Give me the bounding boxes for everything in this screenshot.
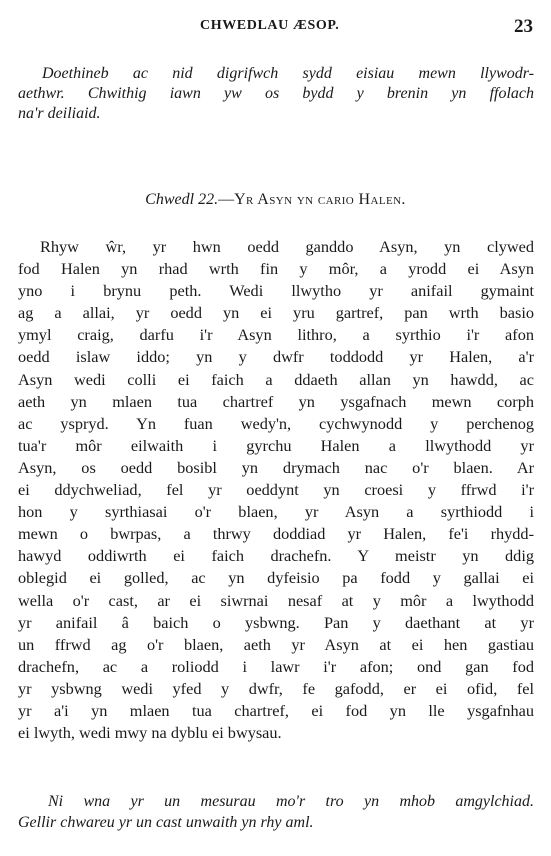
text-line: Gellir chwareu yr un cast unwaith yn rhy aml.	[18, 814, 314, 831]
text-line: aeth yn mlaen tua chartref yn ysgafnach mewn corph	[18, 391, 534, 411]
previous-fable-moral	[18, 64, 534, 124]
text-line: yr a'i yn mlaen tua chartref, ei fod yn lle ysgafnhau	[18, 700, 534, 720]
fable-body	[18, 236, 534, 744]
text-line: ac yspryd. Yn fuan wedy'n, cychwynodd y perchenog	[18, 413, 534, 433]
fable-title: Yr Asyn yn cario Halen.	[234, 191, 406, 208]
fable-moral	[18, 791, 534, 833]
text-line: ei lwyth, wedi mwy na dyblu ei bwysau.	[18, 723, 282, 743]
text-line: un ffrwd ag o'r blaen, aeth yr Asyn at ei hen gastiau	[18, 634, 534, 654]
text-line: Rhyw ŵr, yr hwn oedd ganddo Asyn, yn clywed	[40, 237, 534, 256]
text-line: ymyl craig, darfu i'r Asyn lithro, a syrthio i'r afon	[18, 325, 534, 345]
text-line: wella o'r cast, ar ei siwrnai nesaf at y môr a lwythodd	[18, 590, 534, 610]
text-line: mewn o bwrpas, a thrwy doddiad yr Halen, fe'i rhydd-	[18, 524, 534, 544]
running-head	[40, 16, 533, 40]
fable-heading	[0, 191, 551, 209]
text-line: Asyn wedi colli ei faich a ddaeth allan yn hawdd, ac	[18, 369, 534, 389]
text-line: tua'r môr eilwaith i gyrchu Halen a llwythodd yr	[18, 435, 534, 455]
text-line: drachefn, ac a roliodd i lawr i'r afon; ond gan fod	[18, 656, 534, 676]
text-line: ei ddychweliad, fel yr oeddynt yn croesi y ffrwd i'r	[18, 480, 534, 500]
running-title: CHWEDLAU ÆSOP.	[200, 18, 340, 33]
text-line: oedd islaw iddo; yn y dwfr toddodd yr Halen, a'r	[18, 347, 534, 367]
text-line: oblegid ei golled, ac yn dyfeisio pa fodd y gallai ei	[18, 568, 534, 588]
text-line: fod Halen yn rhad wrth fin y môr, a yrodd ei Asyn	[18, 259, 534, 279]
text-line: yr anifail â baich o ysbwng. Pan y daethant at yr	[18, 612, 534, 632]
text-line: hon y syrthiasai o'r blaen, yr Asyn a syrthiodd i	[18, 502, 534, 522]
text-line: aethwr. Chwithig iawn yw os bydd y brenin yn ffolach	[18, 85, 534, 102]
text-line: ag a allai, yr oedd yn ei yru gartref, pan wrth basio	[18, 303, 534, 323]
text-line: Doethineb ac nid digrifwch sydd eisiau mewn llywodr-	[42, 65, 534, 82]
text-line: hawyd oddiwrth ei faich drachefn. Y meistr yn ddig	[18, 546, 534, 566]
heading-separator: —	[218, 191, 235, 208]
text-line: Ni wna yr un mesurau mo'r tro yn mhob amgylchiad.	[48, 793, 534, 810]
text-line: yno i brynu peth. Wedi llwytho yr anifail gymaint	[18, 281, 534, 301]
fable-number: Chwedl 22.	[145, 191, 219, 208]
text-line: yr ysbwng wedi yfed y dwfr, fe gafodd, er ei ofid, fel	[18, 678, 534, 698]
text-line: na'r deiliaid.	[18, 105, 101, 122]
page-number: 23	[514, 16, 533, 37]
text-line: Asyn, os oedd bosibl yn drymach nac o'r blaen. Ar	[18, 457, 534, 477]
